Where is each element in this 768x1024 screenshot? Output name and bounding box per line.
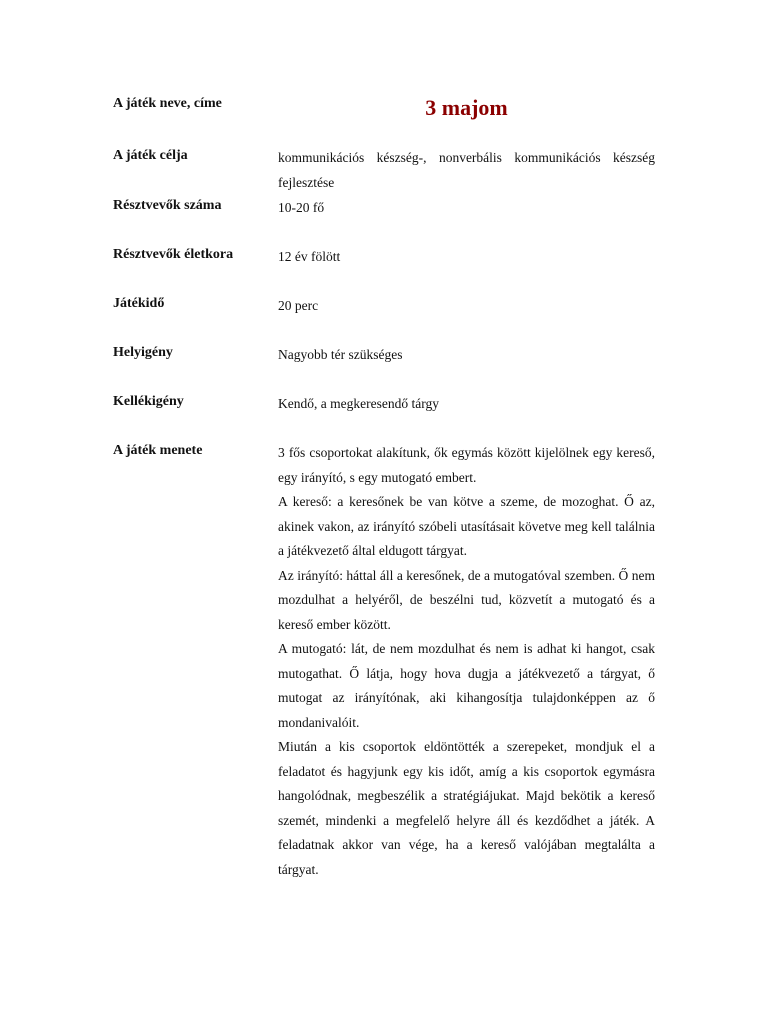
label-goal: A játék célja bbox=[113, 148, 188, 163]
label-space: Helyigény bbox=[113, 345, 173, 360]
gameplay-paragraph: 3 fős csoportokat alakítunk, ők egymás között kijelölnek egy kereső, egy irányító, s egy mutogató embert. bbox=[278, 445, 655, 485]
game-title: 3 majom bbox=[425, 95, 508, 120]
label-game-name: A játék neve, címe bbox=[113, 96, 222, 111]
label-gameplay: A játék menete bbox=[113, 443, 203, 458]
gameplay-paragraph: A kereső: a keresőnek be van kötve a szeme, de mozoghat. Ő az, akinek vakon, az irányító szóbeli utasításait követve meg kell találnia a játékvezető által eldugott tárgyat. bbox=[278, 494, 655, 558]
label-duration: Játékidő bbox=[113, 296, 165, 311]
value-space: Nagyobb tér szükséges bbox=[278, 347, 403, 362]
value-duration: 20 perc bbox=[278, 298, 319, 313]
value-equipment: Kendő, a megkeresendő tárgy bbox=[278, 396, 439, 411]
label-participants-count: Résztvevők száma bbox=[113, 198, 222, 213]
value-goal: kommunikációs készség-, nonverbális kommunikációs készség fejlesztése bbox=[278, 150, 655, 190]
value-participants-age: 12 év fölött bbox=[278, 249, 341, 264]
value-participants-count: 10-20 fő bbox=[278, 200, 325, 215]
gameplay-paragraph: Miután a kis csoportok eldöntötték a szerepeket, mondjuk el a feladatot és hagyjunk egy kis időt, amíg a kis csoportok egymásra hangolódnak, megbeszélik a stratégiájukat. Majd bekötik a kereső szemét, mindenki a megfelelő helyre áll és kezdődhet a játék. A feladatnak akkor van vége, ha a kereső valójában megtalálta a tárgyat. bbox=[278, 739, 655, 877]
gameplay-paragraph: A mutogató: lát, de nem mozdulhat és nem is adhat ki hangot, csak mutogathat. Ő látja, hogy hova dugja a játékvezető a tárgyat, ő mutogat az irányítónak, aki kihangosítja tulajdonképpen az ő mondanivalóit. bbox=[278, 641, 655, 730]
value-gameplay bbox=[278, 441, 655, 882]
label-equipment: Kellékigény bbox=[113, 394, 184, 409]
gameplay-paragraph: Az irányító: háttal áll a keresőnek, de a mutogatóval szemben. Ő nem mozdulhat a helyéről, de beszélni tud, közvetít a mutogató és a kereső ember között. bbox=[278, 567, 655, 632]
label-participants-age: Résztvevők életkora bbox=[113, 247, 234, 262]
